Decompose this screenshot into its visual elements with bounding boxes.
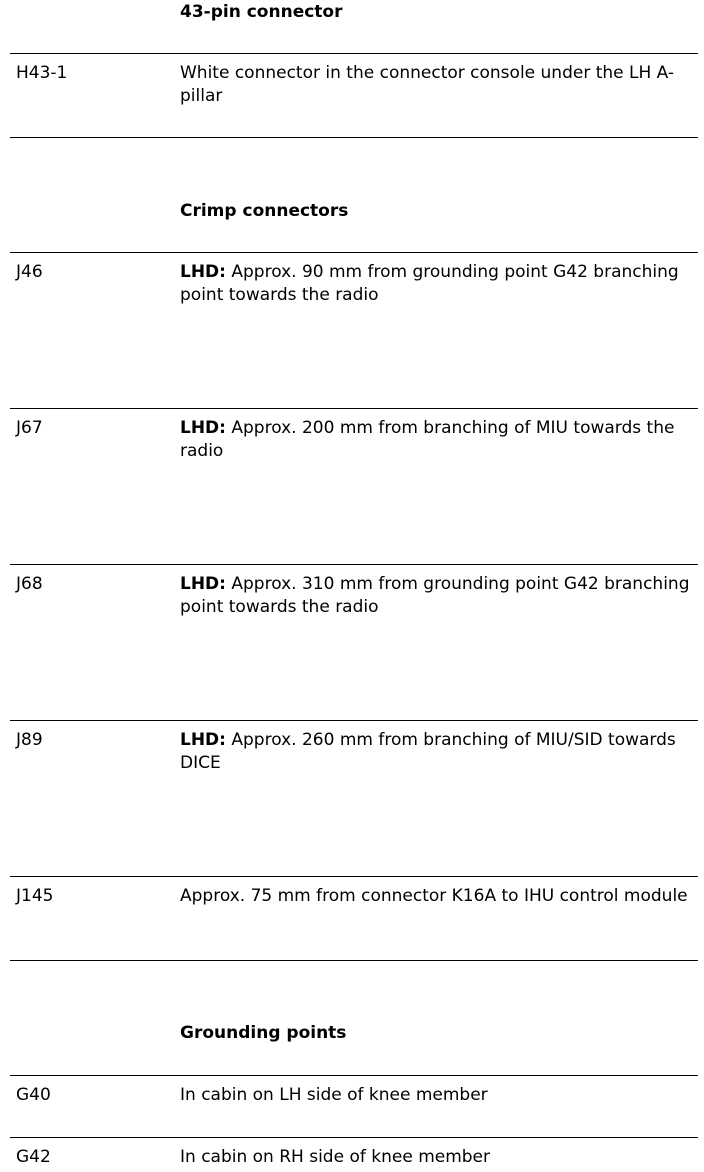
description-text: Approx. 310 mm from grounding point G42 branching point towards the radio (180, 574, 690, 617)
divider (10, 1075, 698, 1076)
connector-description (180, 261, 695, 307)
section-heading-crimp-connectors: Crimp connectors (180, 201, 349, 221)
divider (10, 564, 698, 565)
grounding-point-code: G42 (16, 1147, 51, 1167)
connector-description (180, 729, 695, 775)
connector-description: White connector in the connector console under the LH A-pillar (180, 63, 675, 106)
divider (10, 408, 698, 409)
grounding-point-description: In cabin on RH side of knee member (180, 1147, 491, 1167)
divider (10, 53, 698, 54)
connector-code: J145 (16, 886, 54, 906)
connector-description (180, 417, 695, 463)
connector-code: J67 (16, 418, 43, 438)
description-text: Approx. 90 mm from grounding point G42 branching point towards the radio (180, 262, 679, 305)
section-heading-grounding-points: Grounding points (180, 1023, 347, 1043)
divider (10, 252, 698, 253)
grounding-point-description: In cabin on LH side of knee member (180, 1085, 488, 1105)
grounding-point-code: G40 (16, 1085, 51, 1105)
divider (10, 720, 698, 721)
description-text: Approx. 260 mm from branching of MIU/SID towards DICE (180, 730, 676, 773)
connector-code: H43-1 (16, 63, 68, 83)
section-heading-43-pin-connector: 43-pin connector (180, 2, 343, 22)
divider (10, 960, 698, 961)
lhd-label: LHD: (180, 574, 226, 594)
divider (10, 876, 698, 877)
connector-description: Approx. 75 mm from connector K16A to IHU control module (180, 886, 688, 906)
lhd-label: LHD: (180, 418, 226, 438)
divider (10, 1137, 698, 1138)
description-text: Approx. 200 mm from branching of MIU towards the radio (180, 418, 675, 461)
connector-code: J89 (16, 730, 43, 750)
lhd-label: LHD: (180, 730, 226, 750)
lhd-label: LHD: (180, 262, 226, 282)
connector-description (180, 573, 695, 619)
connector-code: J68 (16, 574, 43, 594)
divider (10, 137, 698, 138)
connector-code: J46 (16, 262, 43, 282)
